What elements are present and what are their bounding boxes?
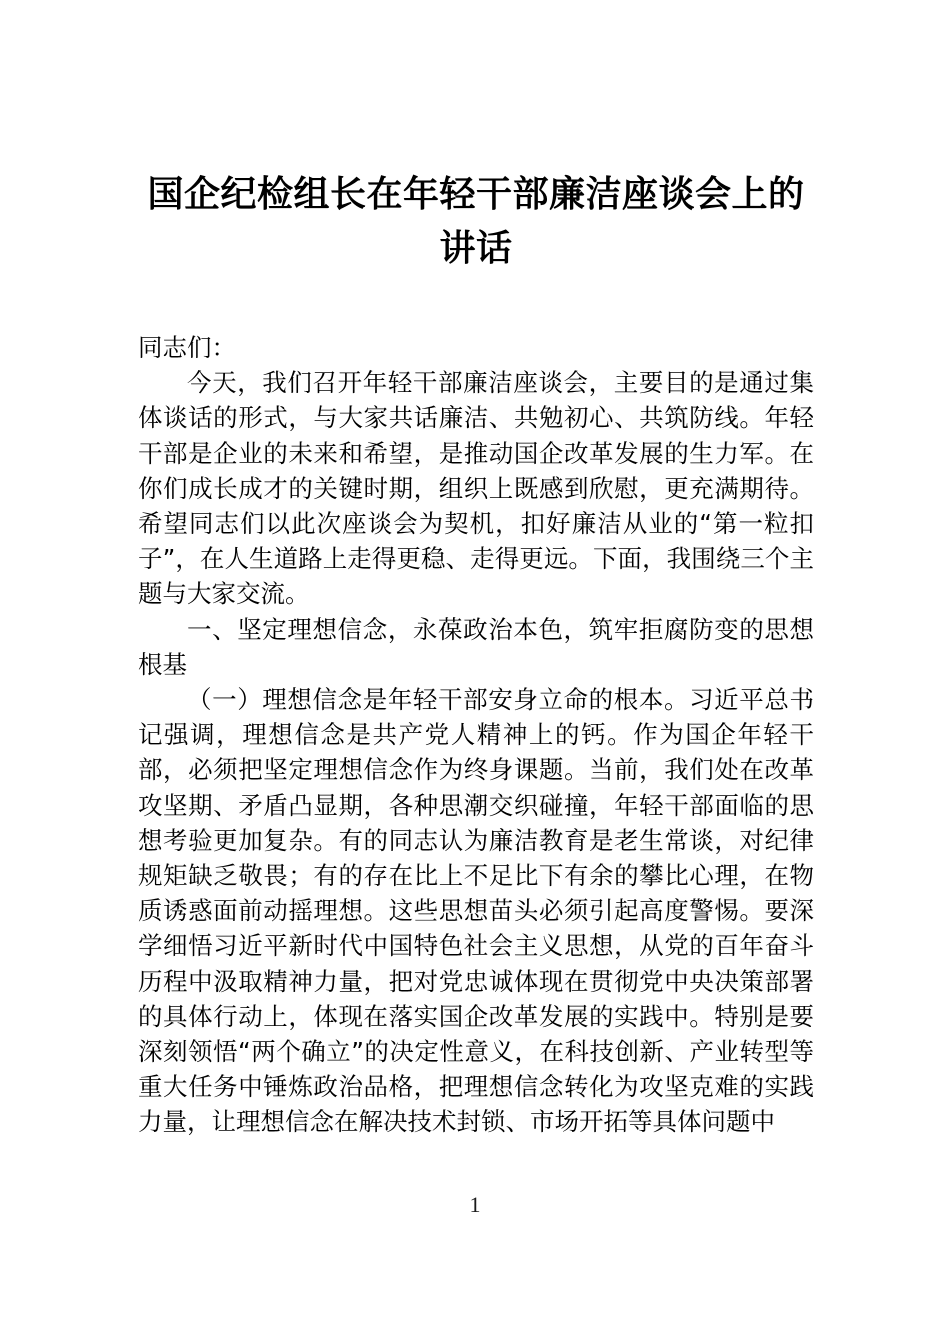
paragraph-salutation: 同志们： [138, 333, 236, 362]
page-title-line-1: 国企纪检组长在年轻干部廉洁座谈会上的 [147, 174, 805, 215]
paragraph-opening: 今天，我们召开年轻干部廉洁座谈会，主要目的是通过集体谈话的形式，与大家共话廉洁、共勉初心、共筑防线。年轻干部是企业的未来和希望，是推动国企改革发展的生力军。在你们成长成才的关键时期，组织上既感到欣慰，更充满期待。希望同志们以此次座谈会为契机，扣好廉洁从业的“第一粒扣子”，在人生道路上走得更稳、走得更远。下面，我围绕三个主题与大家交流。 [138, 368, 814, 609]
page-title [138, 168, 814, 276]
document-body [138, 330, 814, 1140]
paragraph-section-one-sub-one: （一）理想信念是年轻干部安身立命的根本。习近平总书记强调，理想信念是共产党人精神上的钙。作为国企年轻干部，必须把坚定理想信念作为终身课题。当前，我们处在改革攻坚期、矛盾凸显期，各种思潮交织碰撞，年轻干部面临的思想考验更加复杂。有的同志认为廉洁教育是老生常谈，对纪律规矩缺乏敬畏；有的存在比上不足比下有余的攀比心理，在物质诱惑面前动摇理想。这些思想苗头必须引起高度警惕。要深学细悟习近平新时代中国特色社会主义思想，从党的百年奋斗历程中汲取精神力量，把对党忠诚体现在贯彻党中央决策部署的具体行动上，体现在落实国企改革发展的实践中。特别是要深刻领悟“两个确立”的决定性意义，在科技创新、产业转型等重大任务中锤炼政治品格，把理想信念转化为攻坚克难的实践力量，让理想信念在解决技术封锁、市场开拓等具体问题中 [138, 685, 814, 1137]
page-title-line-2: 讲话 [439, 228, 513, 269]
section-heading-one: 一、坚定理想信念，永葆政治本色，筑牢拒腐防变的思想根基 [138, 614, 814, 679]
page-number: 1 [469, 1192, 481, 1217]
